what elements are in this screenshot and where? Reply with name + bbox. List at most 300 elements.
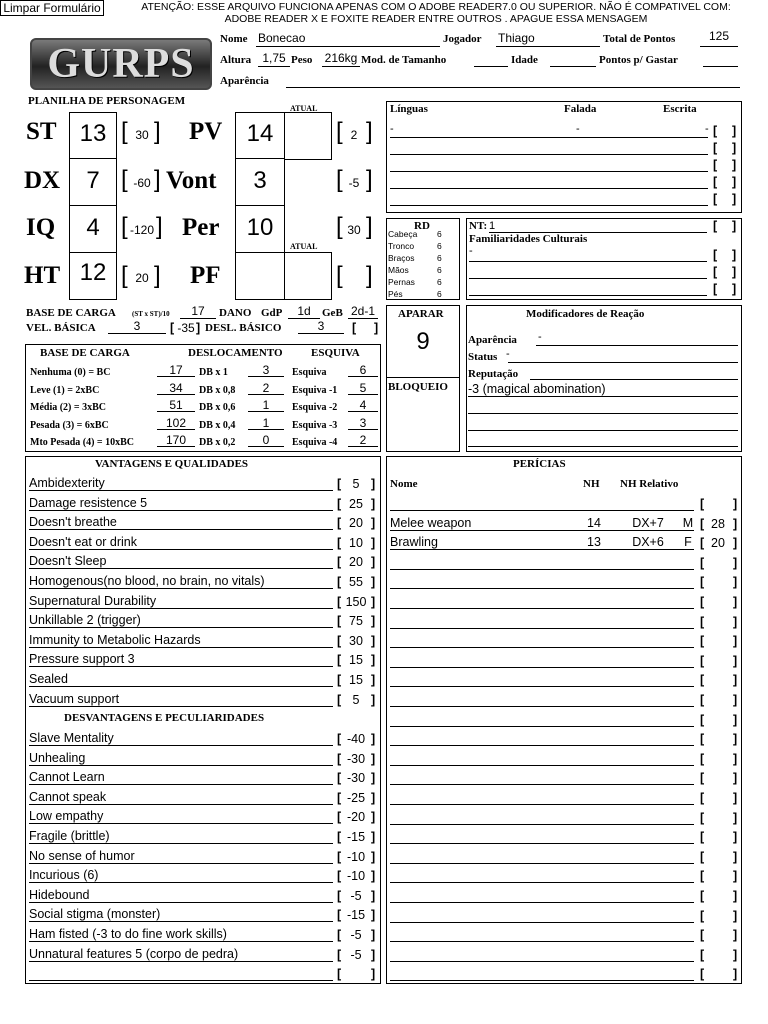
bracket: [: [337, 771, 342, 786]
bracket: ]: [371, 614, 376, 629]
bracket: [: [700, 693, 705, 707]
bracket: [: [337, 830, 342, 844]
bracket: [: [700, 575, 705, 590]
rd-part-label: Mãos: [388, 265, 409, 275]
skills-col-name: Nome: [390, 478, 418, 490]
rd-value[interactable]: 6: [437, 265, 442, 275]
field-underline: [29, 863, 333, 864]
bracket: [: [700, 849, 705, 864]
bracket: [: [336, 262, 343, 289]
reaction-note[interactable]: -3 (magical abomination): [468, 382, 606, 396]
bracket: ]: [371, 810, 376, 825]
enc-dodge-label: Esquiva -4: [292, 437, 338, 448]
skill-points[interactable]: 28: [711, 516, 725, 531]
disadvantage-points[interactable]: -10: [346, 869, 366, 884]
bracket: ]: [732, 265, 737, 279]
reaction-title: Modificadores de Reação: [526, 308, 645, 320]
bracket: [: [713, 141, 718, 155]
rd-part-label: Braços: [388, 253, 415, 263]
skill-difficulty[interactable]: M: [682, 515, 694, 530]
bracket: ]: [371, 516, 376, 531]
bracket: ]: [733, 869, 738, 884]
skill-difficulty[interactable]: F: [684, 535, 692, 550]
height-field[interactable]: 1,75: [262, 51, 286, 65]
ht-value[interactable]: 12: [79, 259, 107, 286]
bracket: [: [337, 516, 342, 531]
bracket: ]: [732, 192, 737, 206]
bracket: ]: [733, 791, 738, 805]
reaction-status[interactable]: -: [506, 348, 510, 360]
bracket: ]: [366, 213, 373, 240]
per-label: Per: [182, 214, 220, 241]
advantage-name[interactable]: Supernatural Durability: [29, 593, 157, 608]
field-underline: [390, 980, 694, 981]
enc-dodge-label: Esquiva: [292, 367, 327, 378]
field-underline: [29, 529, 333, 530]
bracket: [: [337, 535, 342, 550]
st-value[interactable]: 13: [79, 120, 107, 147]
bracket: ]: [733, 751, 738, 766]
bracket: [: [700, 791, 705, 805]
bracket: ]: [732, 141, 737, 155]
advantage-points[interactable]: 55: [349, 575, 363, 589]
advantage-name[interactable]: Pressure support 3: [29, 652, 135, 667]
disadvantage-name[interactable]: No sense of humor: [29, 848, 135, 863]
advantage-points[interactable]: 10: [349, 535, 363, 550]
bracket: ]: [371, 555, 376, 570]
bracket: [: [121, 213, 128, 240]
bracket: [: [700, 732, 705, 747]
disadvantage-name[interactable]: Unhealing: [29, 750, 86, 765]
reaction-appearance[interactable]: -: [538, 331, 542, 343]
field-underline: [390, 765, 694, 766]
bracket: [: [700, 614, 705, 629]
bracket: ]: [371, 849, 376, 864]
bracket: [: [713, 282, 718, 296]
bracket: ]: [733, 810, 738, 825]
field-underline: [390, 922, 694, 923]
field-underline: [390, 530, 694, 531]
weight-label: Peso: [291, 54, 313, 66]
field-underline: [469, 295, 707, 296]
languages-spoken-header: Falada: [564, 103, 597, 115]
bracket: ]: [733, 712, 738, 727]
enc-load-value[interactable]: 102: [165, 415, 187, 430]
field-underline: [469, 261, 707, 262]
advantage-points[interactable]: 5: [352, 692, 360, 707]
bracket: [: [700, 751, 705, 766]
disadvantage-points[interactable]: -25: [346, 790, 366, 805]
bracket: ]: [371, 928, 376, 942]
skills-col-relative: NH Relativo: [620, 478, 679, 490]
enc-dodge-value[interactable]: 2: [359, 433, 367, 447]
appearance-label: Aparência: [220, 75, 269, 87]
disadvantage-name[interactable]: Slave Mentality: [29, 731, 114, 745]
enc-load-value[interactable]: 17: [169, 363, 183, 377]
bracket: ]: [154, 118, 161, 145]
skill-relative[interactable]: DX+7: [632, 515, 664, 530]
field-underline: [248, 446, 284, 447]
disadvantage-name[interactable]: Fragile (brittle): [29, 829, 110, 843]
bracket: [: [337, 849, 342, 864]
disadvantage-name[interactable]: Cannot Learn: [29, 770, 105, 785]
bracket: ]: [733, 889, 738, 903]
bracket: [: [700, 653, 705, 668]
bracket: [: [713, 265, 718, 279]
nt-value[interactable]: 1: [489, 220, 496, 232]
vont-value[interactable]: 3: [253, 167, 267, 194]
field-underline: [390, 647, 694, 648]
advantage-name[interactable]: Immunity to Metabolic Hazards: [29, 632, 201, 647]
gurps-logo: GURPS: [30, 38, 212, 90]
bracket: ]: [374, 321, 379, 335]
bracket: [: [700, 497, 705, 511]
bracket: [: [700, 712, 705, 727]
rd-value[interactable]: 6: [437, 289, 442, 299]
weight-field[interactable]: 216kg: [324, 51, 358, 65]
st-cost[interactable]: 30: [135, 128, 149, 142]
bracket: [: [337, 692, 342, 707]
parry-label: APARAR: [398, 308, 444, 320]
vel-cost[interactable]: -35: [177, 321, 195, 335]
field-underline: [29, 882, 333, 883]
disadvantage-name[interactable]: Unnatural features 5 (corpo de pedra): [29, 946, 239, 961]
field-underline: [390, 569, 694, 570]
vel-value[interactable]: 3: [133, 319, 141, 333]
field-underline: [29, 941, 333, 942]
culture-1[interactable]: -: [469, 245, 473, 257]
bracket: [: [352, 321, 357, 335]
bracket: [: [713, 192, 718, 206]
per-cost[interactable]: 30: [347, 223, 361, 237]
bracket: ]: [733, 497, 738, 511]
rd-part-label: Pés: [388, 289, 403, 299]
field-underline: [390, 706, 694, 707]
enc-level-label: Média (2) = 3xBC: [30, 402, 106, 413]
disadvantage-points[interactable]: -30: [346, 771, 366, 786]
enc-move-value[interactable]: 0: [262, 433, 270, 447]
per-value[interactable]: 10: [246, 214, 274, 241]
field-underline: [29, 765, 333, 766]
advantage-name[interactable]: Doesn't Sleep: [29, 554, 107, 569]
bracket: ]: [733, 516, 738, 531]
bracket: [: [713, 248, 718, 262]
enc-dodge-value[interactable]: 6: [359, 363, 367, 377]
total-points-label: Total de Pontos: [603, 33, 676, 45]
skill-nh[interactable]: 13: [587, 535, 601, 550]
field-underline: [390, 863, 694, 864]
advantage-points[interactable]: 30: [349, 633, 363, 648]
field-underline: [29, 823, 333, 824]
field-underline: [157, 446, 195, 447]
iq-cost[interactable]: -120: [129, 223, 155, 237]
rd-value[interactable]: 6: [437, 229, 442, 239]
field-underline: [29, 510, 333, 511]
field-underline: [390, 804, 694, 805]
player-field[interactable]: Thiago: [498, 31, 535, 45]
vont-cost[interactable]: -5: [348, 176, 360, 190]
rd-value[interactable]: 6: [437, 241, 442, 251]
bracket: [: [337, 928, 342, 942]
field-underline: [348, 429, 378, 430]
bracket: ]: [371, 477, 376, 491]
bracket: [: [713, 124, 718, 138]
field-underline: [29, 784, 333, 785]
field-underline: [390, 137, 708, 138]
disadvantage-points[interactable]: -30: [346, 751, 366, 766]
bracket: ]: [371, 535, 376, 550]
advantage-points[interactable]: 20: [349, 555, 363, 570]
bracket: ]: [366, 118, 373, 145]
pv-cost[interactable]: 2: [350, 128, 358, 142]
skill-relative[interactable]: DX+6: [632, 535, 664, 550]
bracket: ]: [733, 928, 738, 943]
enc-dodge-value[interactable]: 5: [359, 380, 367, 395]
bracket: [: [700, 810, 705, 825]
advantage-points[interactable]: 5: [352, 477, 360, 491]
bracket: [: [337, 908, 342, 923]
bracket: [: [700, 967, 705, 982]
bracket: ]: [196, 321, 201, 335]
field-underline: [390, 205, 708, 206]
disadvantage-points[interactable]: -10: [346, 849, 366, 864]
disadvantage-name[interactable]: Incurious (6): [29, 868, 99, 883]
enc-move-value[interactable]: 3: [262, 363, 270, 377]
enc-move-value[interactable]: 1: [262, 415, 270, 430]
field-underline: [390, 608, 694, 609]
rd-part-label: Cabeça: [388, 229, 418, 239]
ht-label: HT: [24, 262, 61, 289]
dx-label: DX: [24, 167, 61, 194]
height-label: Altura: [220, 54, 252, 66]
desl-label: DESL. BÁSICO: [205, 322, 282, 334]
bracket: ]: [371, 751, 376, 766]
advantage-name[interactable]: Doesn't breathe: [29, 515, 117, 530]
bracket: [: [337, 673, 342, 687]
pv-value[interactable]: 14: [246, 120, 274, 147]
field-underline: [348, 446, 378, 447]
field-underline: [390, 941, 694, 942]
advantage-points[interactable]: 150: [345, 594, 367, 609]
skill-name[interactable]: Melee weapon: [390, 515, 472, 530]
disadvantage-points[interactable]: -5: [350, 928, 362, 942]
bracket: ]: [366, 166, 373, 193]
iq-value[interactable]: 4: [86, 214, 100, 241]
bracket: ]: [732, 158, 737, 172]
bracket: [: [337, 751, 342, 766]
bracket: ]: [733, 830, 738, 845]
skill-name[interactable]: Brawling: [390, 535, 438, 550]
points-to-spend-label: Pontos p/ Gastar: [599, 54, 678, 66]
rd-value[interactable]: 6: [437, 253, 442, 263]
language-name[interactable]: -: [390, 123, 394, 135]
disadvantages-title: DESVANTAGENS E PECULIARIDADES: [64, 712, 265, 724]
bracket: ]: [371, 967, 376, 982]
advantage-name[interactable]: Damage resistence 5: [29, 495, 148, 510]
bracket: ]: [733, 634, 738, 649]
clear-form-button[interactable]: Limpar Formulário: [0, 0, 104, 16]
language-spoken[interactable]: -: [576, 123, 580, 135]
disadvantage-name[interactable]: Hidebound: [29, 887, 90, 902]
desl-value[interactable]: 3: [317, 319, 325, 333]
advantage-points[interactable]: 20: [349, 516, 363, 531]
advantage-name[interactable]: Vacuum support: [29, 691, 120, 706]
parry-value[interactable]: 9: [416, 328, 430, 355]
dx-value[interactable]: 7: [86, 167, 100, 194]
bracket: ]: [156, 213, 163, 240]
bracket: [: [337, 947, 342, 962]
advantage-points[interactable]: 15: [349, 653, 363, 668]
bracket: ]: [371, 673, 376, 687]
bracket: [: [700, 634, 705, 649]
name-field[interactable]: Bonecao: [258, 31, 306, 45]
bracket: [: [337, 810, 342, 825]
bracket: ]: [733, 732, 738, 747]
advantage-name[interactable]: Homogenous(no blood, no brain, no vitals): [29, 574, 265, 588]
field-underline: [390, 588, 694, 589]
disadvantage-points[interactable]: -20: [346, 810, 366, 825]
field-underline: [29, 706, 333, 707]
field-underline: [390, 843, 694, 844]
bracket: ]: [371, 633, 376, 648]
bracket: ]: [733, 536, 738, 551]
rd-value[interactable]: 6: [437, 277, 442, 287]
bracket: ]: [732, 175, 737, 189]
disadvantage-points[interactable]: -5: [350, 888, 362, 903]
field-underline: [29, 549, 333, 550]
bracket: [: [700, 595, 705, 609]
enc-dodge-label: Esquiva -1: [292, 384, 338, 396]
language-written[interactable]: -: [705, 123, 709, 135]
bracket: [: [337, 732, 342, 746]
cultures-label: Familiaridades Culturais: [469, 233, 588, 245]
bracket: [: [700, 928, 705, 943]
reaction-status-label: Status: [468, 351, 498, 363]
pf-label: PF: [190, 262, 221, 289]
enc-db-label: DB x 0,2: [199, 437, 236, 448]
enc-header-move: DESLOCAMENTO: [188, 347, 283, 359]
advantage-points[interactable]: 25: [349, 496, 363, 511]
bracket: ]: [154, 166, 161, 193]
field-underline: [29, 588, 333, 589]
field-underline: [390, 171, 708, 172]
disadvantage-name[interactable]: Low empathy: [29, 809, 104, 824]
field-underline: [248, 394, 284, 395]
advantage-name[interactable]: Ambidexterity: [29, 476, 105, 490]
st-label: ST: [26, 118, 57, 145]
disadvantage-name[interactable]: Social stigma (monster): [29, 907, 161, 922]
enc-dodge-value[interactable]: 3: [359, 415, 367, 430]
disadvantage-points[interactable]: -5: [350, 947, 362, 962]
field-underline: [390, 549, 694, 550]
atual-label-top: ATUAL: [290, 104, 318, 113]
disadvantage-points[interactable]: -40: [346, 732, 366, 746]
field-underline: [390, 961, 694, 962]
enc-move-value[interactable]: 2: [262, 380, 270, 395]
rd-part-label: Pernas: [388, 277, 415, 287]
total-points-field[interactable]: 125: [708, 29, 730, 43]
field-underline: [348, 394, 378, 395]
bracket: [: [121, 262, 128, 289]
field-underline: [248, 429, 284, 430]
field-underline: [390, 667, 694, 668]
field-underline: [157, 394, 195, 395]
advantage-points[interactable]: 15: [349, 673, 363, 687]
bracket: [: [336, 118, 343, 145]
field-underline: [157, 429, 195, 430]
bracket: [: [337, 790, 342, 805]
bracket: ]: [371, 692, 376, 707]
geb-value[interactable]: 2d-1: [350, 304, 376, 318]
ht-cost[interactable]: 20: [135, 271, 149, 285]
bracket: ]: [733, 595, 738, 609]
enc-dodge-label: Esquiva -2: [292, 402, 338, 413]
field-underline: [29, 490, 333, 491]
bracket: ]: [371, 594, 376, 609]
disadvantage-points[interactable]: -15: [346, 908, 366, 923]
bracket: ]: [733, 693, 738, 707]
vel-label: VEL. BÁSICA: [26, 322, 96, 334]
disadvantage-name[interactable]: Cannot speak: [29, 789, 107, 804]
advantage-name[interactable]: Doesn't eat or drink: [29, 534, 137, 549]
field-underline: [29, 647, 333, 648]
bracket: [: [337, 633, 342, 648]
bracket: ]: [371, 653, 376, 668]
field-underline: [29, 843, 333, 844]
enc-load-value[interactable]: 51: [169, 398, 183, 412]
field-underline: [390, 628, 694, 629]
field-underline: [157, 411, 195, 412]
bracket: [: [337, 869, 342, 884]
bracket: [: [337, 888, 342, 903]
disadvantage-name[interactable]: Ham fisted (-3 to do fine work skills): [29, 927, 227, 941]
reaction-reputation-label: Reputação: [468, 368, 519, 380]
disadvantage-points[interactable]: -15: [346, 830, 366, 844]
bracket: [: [713, 219, 718, 233]
enc-level-label: Pesada (3) = 6xBC: [30, 419, 109, 431]
gdp-value[interactable]: 1d: [297, 304, 311, 318]
enc-load-value[interactable]: 34: [169, 380, 183, 395]
enc-move-value[interactable]: 1: [262, 398, 270, 412]
skill-nh[interactable]: 14: [587, 515, 601, 530]
dx-cost[interactable]: -60: [133, 176, 151, 190]
bracket: ]: [366, 262, 373, 289]
enc-header-load: BASE DE CARGA: [40, 347, 130, 359]
advantage-points[interactable]: 75: [349, 614, 363, 629]
bracket: [: [700, 908, 705, 923]
nt-label: NT:: [469, 220, 488, 232]
bracket: ]: [732, 124, 737, 138]
bracket: ]: [733, 653, 738, 668]
field-underline: [390, 686, 694, 687]
skill-points[interactable]: 20: [711, 536, 725, 551]
bracket: [: [700, 771, 705, 786]
bracket: ]: [371, 947, 376, 962]
bracket: ]: [371, 732, 376, 746]
enc-load-value[interactable]: 170: [165, 433, 187, 447]
bracket: ]: [371, 888, 376, 903]
field-underline: [157, 376, 195, 377]
enc-dodge-value[interactable]: 4: [359, 398, 367, 412]
iq-label: IQ: [26, 214, 56, 241]
bracket: [: [700, 889, 705, 903]
advantage-name[interactable]: Sealed: [29, 672, 68, 686]
advantage-name[interactable]: Unkillable 2 (trigger): [29, 613, 141, 628]
field-underline: [29, 804, 333, 805]
bracket: [: [336, 166, 343, 193]
bc-value[interactable]: 17: [191, 304, 205, 318]
block-label: BLOQUEIO: [388, 381, 448, 393]
